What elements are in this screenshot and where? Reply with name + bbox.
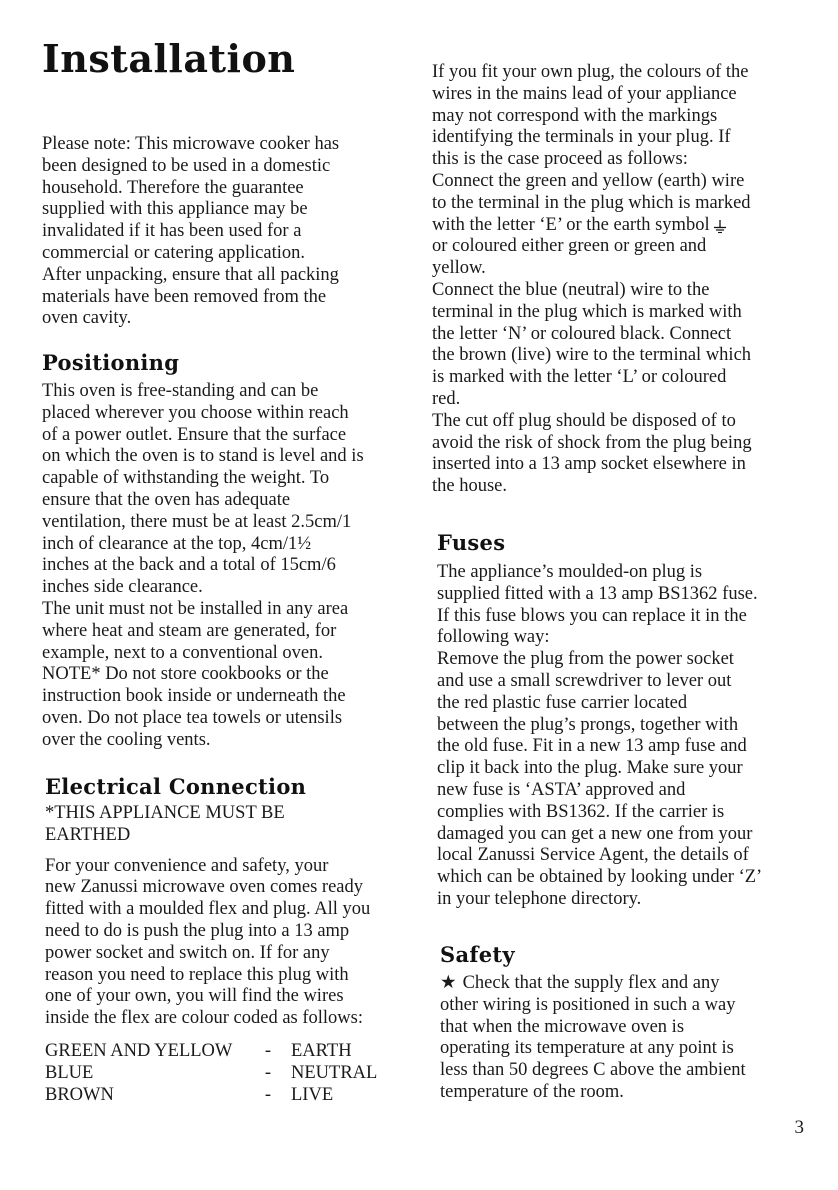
safety-section (440, 942, 820, 1104)
text-line: For your convenience and safety, your (45, 855, 329, 876)
text-line: and use a small screwdriver to lever out (437, 670, 732, 691)
positioning-section (42, 350, 422, 752)
text-line: Please note: This microwave cooker has (42, 134, 340, 154)
text-line: may not correspond with the markings (432, 105, 718, 126)
text-line: local Zanussi Service Agent, the details of (437, 845, 749, 866)
text-line: The appliance’s moulded-on plug is (437, 562, 703, 582)
text-line: ventilation, there must be at least 2.5cm/1 (42, 511, 352, 532)
intro-paragraph (42, 134, 422, 330)
text-line: instruction book inside or underneath the (42, 686, 346, 707)
text-line: wires in the mains lead of your appliance (432, 83, 737, 104)
text-line: inserted into a 13 amp socket elsewhere in (432, 454, 746, 475)
text-line: over the cooling vents. (42, 729, 211, 750)
positioning-text (42, 381, 422, 752)
earth-symbol-line: with the letter ‘E’ or the earth symbol (432, 215, 812, 237)
text-line: or coloured either green or green and (432, 236, 707, 257)
fuses-text (437, 562, 817, 911)
text-line: inches at the back and a total of 15cm/6 (42, 555, 336, 576)
fuses-section (437, 530, 817, 911)
text-line: the house. (432, 476, 508, 497)
electrical-text (45, 856, 425, 1030)
text-line: invalidated if it has been used for a (42, 221, 302, 242)
text-line: inside the flex are colour coded as follows: (45, 1008, 363, 1029)
electrical-section (45, 774, 425, 1106)
text-line: inch of clearance at the top, 4cm/1½ (42, 533, 312, 554)
text-line: red. (432, 388, 461, 409)
text-line: new Zanussi microwave oven comes ready (45, 877, 363, 898)
text-line: terminal in the plug which is marked with (432, 301, 742, 322)
text-line: reason you need to replace this plug with (45, 964, 349, 985)
text-line: NOTE* Do not store cookbooks or the (42, 664, 329, 685)
wire-function: EARTH (291, 1040, 352, 1061)
text-line: oven. Do not place tea towels or utensils (42, 707, 343, 728)
text-line: this is the case proceed as follows: (432, 149, 688, 170)
text-line: avoid the risk of shock from the plug being (432, 432, 752, 453)
text-line: supplied with this appliance may be (42, 199, 308, 220)
text-line (440, 1017, 820, 1039)
text-line: After unpacking, ensure that all packing (42, 264, 339, 285)
star-bullet-icon: ★ (440, 973, 457, 993)
text-line: one of your own, you will find the wires (45, 986, 344, 1007)
text-line: following way: (437, 627, 550, 648)
text-line: materials have been removed from the (42, 286, 327, 307)
safety-line-text: operating its temperature at any point is (440, 1038, 734, 1059)
text-line: is marked with the letter ‘L’ or coloured (432, 367, 727, 388)
text-line: commercial or catering application. (42, 242, 305, 263)
wire-function: NEUTRAL (291, 1062, 378, 1083)
text-line: identifying the terminals in your plug. If (432, 127, 731, 148)
wire-dash: - (264, 1062, 272, 1083)
text-line: which can be obtained by looking under ‘Z’ (437, 867, 763, 888)
wire-row (45, 1084, 377, 1106)
text-line: to the terminal in the plug which is marked (432, 192, 751, 213)
own-plug-text (432, 62, 812, 215)
text-line: need to do is push the plug into a 13 amp (45, 920, 350, 941)
text-line: complies with BS1362. If the carrier is (437, 801, 725, 822)
text-line (440, 973, 820, 995)
fuses-heading: Fuses (437, 530, 506, 555)
text-line (440, 1038, 820, 1060)
wire-colour: BLUE (45, 1062, 94, 1083)
safety-line-text: other wiring is positioned in such a way (440, 994, 736, 1015)
text-line: Remove the plug from the power socket (437, 649, 734, 670)
warning-line: *THIS APPLIANCE MUST BE (45, 803, 285, 823)
text-line: capable of withstanding the weight. To (42, 468, 330, 489)
text-line: between the plug’s prongs, together with (437, 714, 739, 735)
safety-line-text: Check that the supply flex and any (462, 973, 720, 993)
text-line: the old fuse. Fit in a new 13 amp fuse and (437, 736, 747, 757)
earth-symbol-icon (713, 218, 727, 234)
positioning-heading: Positioning (42, 350, 180, 375)
text-line: in your telephone directory. (437, 888, 642, 909)
electrical-heading: Electrical Connection (45, 774, 307, 799)
own-plug-section (432, 62, 812, 498)
text-line: The unit must not be installed in any area (42, 598, 349, 619)
wire-row (45, 1040, 377, 1062)
text-line: yellow. (432, 258, 486, 279)
text-line: the brown (live) wire to the terminal which (432, 345, 752, 366)
text-line (440, 1060, 820, 1082)
text-line (440, 995, 820, 1017)
safety-text (440, 973, 820, 1104)
warning-line: EARTHED (45, 824, 131, 845)
text-line: placed wherever you choose within reach (42, 402, 349, 423)
text-line: household. Therefore the guarantee (42, 177, 304, 198)
text-line: power socket and switch on. If for any (45, 942, 330, 963)
wire-dash: - (264, 1084, 272, 1105)
text-line: ensure that the oven has adequate (42, 489, 291, 510)
wire-colour: GREEN AND YELLOW (45, 1040, 233, 1061)
wire-dash: - (264, 1040, 272, 1061)
page-number: 3 (794, 1117, 804, 1138)
text-line: on which the oven is to stand is level and is (42, 446, 364, 467)
safety-line-text: temperature of the room. (440, 1081, 624, 1102)
text-line: This oven is free-standing and can be (42, 381, 319, 401)
text-line: supplied fitted with a 13 amp BS1362 fuse. (437, 583, 758, 604)
text-line: the letter ‘N’ or coloured black. Connect (432, 323, 732, 344)
text-line: If this fuse blows you can replace it in the (437, 605, 747, 626)
wire-colour-table (45, 1040, 377, 1106)
text-line: fitted with a moulded flex and plug. All you (45, 899, 371, 920)
safety-line-text: that when the microwave oven is (440, 1016, 685, 1037)
text-line: oven cavity. (42, 308, 132, 329)
wire-colour: BROWN (45, 1084, 114, 1105)
safety-line-text: less than 50 degrees C above the ambient (440, 1060, 746, 1081)
text-line: damaged you can get a new one from your (437, 823, 753, 844)
text-line: new fuse is ‘ASTA’ approved and (437, 779, 686, 800)
text-line: been designed to be used in a domestic (42, 155, 331, 176)
text-line: where heat and steam are generated, for (42, 620, 337, 641)
own-plug-text-continued (432, 236, 812, 498)
wire-row (45, 1062, 377, 1084)
text-line: clip it back into the plug. Make sure your (437, 758, 743, 779)
text-line: The cut off plug should be disposed of to (432, 410, 736, 431)
text-line: inches side clearance. (42, 577, 203, 598)
text-line: example, next to a conventional oven. (42, 642, 324, 663)
text-line: Connect the blue (neutral) wire to the (432, 279, 710, 300)
text-line (440, 1082, 820, 1104)
text-line: If you fit your own plug, the colours of the (432, 62, 749, 82)
earthed-warning (45, 803, 425, 847)
text-line: Connect the green and yellow (earth) wire (432, 170, 745, 191)
text-line: the red plastic fuse carrier located (437, 692, 688, 713)
safety-heading: Safety (440, 942, 515, 967)
wire-function: LIVE (291, 1084, 334, 1105)
text-line: of a power outlet. Ensure that the surface (42, 424, 347, 445)
page-title: Installation (42, 36, 296, 81)
